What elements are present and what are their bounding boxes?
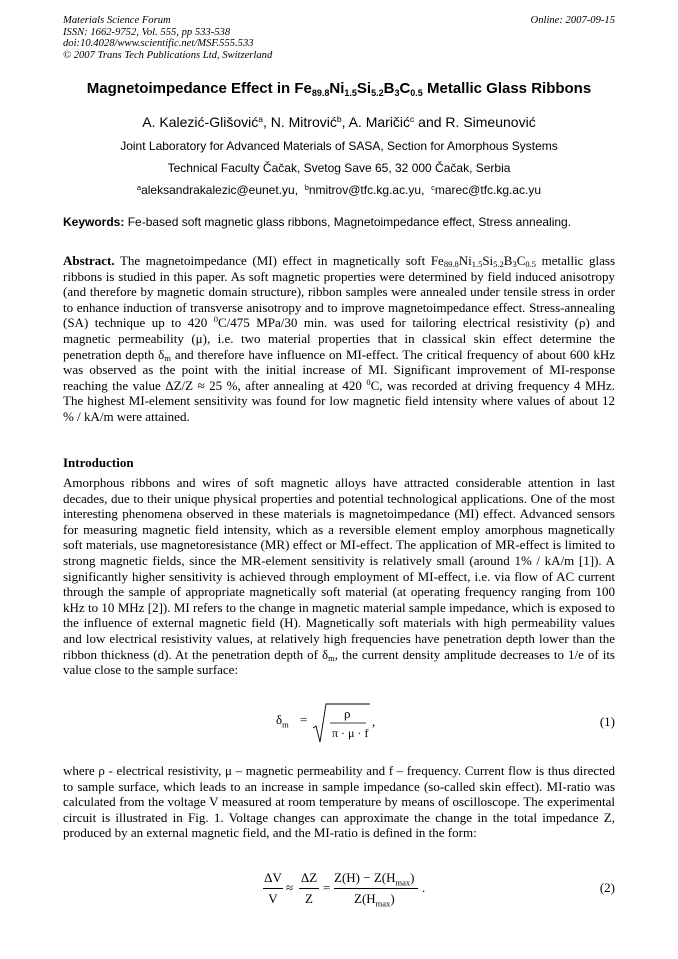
- eq2-bar-2: [299, 888, 319, 889]
- author-2: , N. Mitrović: [262, 114, 337, 130]
- equation-1: [262, 702, 382, 746]
- eq1-delta: δ: [276, 712, 283, 727]
- eq2-z: Z: [305, 891, 313, 906]
- author-3: , A. Maričić: [341, 114, 411, 130]
- abstract-text: The magnetoimpedance (MI) effect in magnetically soft Fe: [114, 253, 444, 268]
- abstract-sup: 0: [366, 376, 371, 387]
- email-2-link[interactable]: nmitrov@tfc.kg.ac.yu,: [308, 183, 425, 197]
- abstract-text: metallic glass ribbons is studied in this paper. As soft magnetic properties were determined by field induced anisotropy (and therefore by magnetic domain structure), ribbon samples were annealed under tensile stress in order to enhance induction of transverse anisotropy and to improve magnetoimpedance effect. Stress-annealing (SA) technique up to 420: [63, 253, 616, 331]
- title-fe-sub: 89.8: [311, 88, 330, 98]
- email-1-link[interactable]: aleksandrakalezic@eunet.yu,: [141, 183, 299, 197]
- journal-name: Materials Science Forum: [63, 15, 171, 26]
- eq2-bar-3: [334, 888, 418, 889]
- title-si-sub: 5.2: [371, 88, 384, 98]
- title-ni-sub: 1.5: [344, 88, 357, 98]
- abstract-sub: 89.8: [443, 259, 459, 269]
- equation-2-number: (2): [599, 880, 615, 895]
- affiliation-line-1: Joint Laboratory for Advanced Materials of SASA, Section for Amorphous Systems: [120, 139, 558, 153]
- abstract-text: Si: [482, 253, 494, 268]
- title-si: Si: [356, 80, 372, 97]
- online-date: Online: 2007-09-15: [530, 15, 615, 26]
- eq1-denominator: π · μ · f: [332, 726, 369, 740]
- abstract-text: and therefore have influence on MI-effect. The critical frequency of about 600 kHz was observed as the point with the initial increase of MI. Significant improvement of MI-response reaching the value ΔZ/Z ≈ 25 %, after annealing at 420: [63, 346, 615, 393]
- abstract-text: C, was recorded at driving frequency 4 MHz. The highest MI-element sensitivity was found for low magnetic field intensity where values of about 12 % / kA/m were attained.: [63, 377, 615, 424]
- abstract-text: C/475 MPa/30 min. was used for tailoring electrical resistivity (ρ) and magnetic permeability (μ), i.e. two material properties that in classical skin effect determine the penetration depth δ: [63, 315, 616, 362]
- intro-paragraph-2: where ρ - electrical resistivity, μ – magnetic permeability and f – frequency. Current flow is thus directed to sample surface, which leads to an increase in sample impedance (so-called skin effect). MI-ratio was calculated from the voltage V measured at room temperature by means of oscilloscope. The experimental circuit is illustrated in Fig. 1. Voltage changes can approximate the change in the total impedance Z, produced by an external magnetic field, and the MI-ratio is defined in the form:: [63, 763, 615, 841]
- abstract-sub: 0.5: [525, 259, 537, 269]
- email-1-mark: a: [136, 183, 142, 192]
- keywords-text: Fe-based soft magnetic glass ribbons, Magnetoimpedance effect, Stress annealing.: [124, 215, 572, 229]
- author-2-mark: b: [336, 114, 342, 124]
- eq2-bar-1: [263, 888, 283, 889]
- keywords: [63, 215, 615, 229]
- eq2-den-close: ): [390, 891, 395, 906]
- author-1: A. Kalezić-Glišović: [142, 114, 259, 130]
- email-line: [63, 183, 615, 197]
- abstract: [63, 253, 615, 425]
- abstract-text: C: [516, 253, 526, 268]
- eq2-dz: ΔZ: [300, 870, 318, 885]
- abstract-sub: 1.5: [471, 259, 483, 269]
- equation-1-number: (1): [599, 714, 615, 729]
- title-b: B: [383, 80, 395, 97]
- eq2-dv: ΔV: [264, 870, 282, 885]
- title-ni: Ni: [329, 80, 345, 97]
- eq1-equals: =: [300, 712, 308, 727]
- title-c: C: [399, 80, 411, 97]
- keywords-label: Keywords:: [63, 215, 125, 229]
- equation-2: [262, 868, 442, 912]
- eq2-den-text: Z(H: [354, 891, 376, 906]
- author-4: and R. Simeunović: [414, 114, 536, 130]
- intro-sub: m: [328, 652, 335, 663]
- eq1-delta-sub: m: [282, 719, 289, 730]
- intro-text: , the current density amplitude decreases to 1/e of its value close to the sample surface:: [63, 646, 615, 678]
- email-3-mark: c: [431, 183, 435, 192]
- author-1-mark: a: [258, 114, 263, 124]
- eq2-period: .: [422, 880, 426, 895]
- abstract-sup: 0: [213, 314, 218, 325]
- eq1-numerator: ρ: [344, 706, 351, 721]
- issn-line: ISSN: 1662-9752, Vol. 555, pp 533-538: [63, 26, 231, 38]
- title-b-sub: 3: [394, 88, 400, 98]
- eq2-num-close: ): [410, 870, 415, 885]
- eq2-denominator: [354, 891, 395, 909]
- paper-title: [63, 80, 615, 98]
- title-c-sub: 0.5: [410, 88, 423, 98]
- eq2-num-sub: max: [395, 877, 411, 888]
- doi-link[interactable]: doi:10.4028/www.scientific.net/MSF.555.533: [63, 38, 254, 49]
- abstract-sub: m: [164, 352, 171, 363]
- eq2-equals: =: [323, 880, 331, 895]
- eq2-numerator: [334, 870, 414, 888]
- intro-paragraph-1: [63, 475, 615, 678]
- abstract-text: Ni: [458, 253, 472, 268]
- author-3-mark: c: [410, 114, 415, 124]
- title-fe: Fe: [294, 80, 312, 97]
- eq1-lhs: [276, 712, 289, 730]
- eq2-num-text: Z(H) − Z(H: [334, 870, 396, 885]
- eq1-comma: ,: [372, 714, 376, 729]
- abstract-sub: 3: [512, 259, 517, 269]
- intro-text: Amorphous ribbons and wires of soft magnetic alloys have attracted considerable attention in last decades, due to their unique physical properties and potential technological applications. One of the most interesting phenomena observed in these materials is magnetoimpedance (MI) effect. Advanced sensors for measuring magnetic field intensity, which as a reversible element employ amorphous magnetically soft materials, use magnetoresistance (MR) effect or MI-effect. The application of MR-effect is limited to strong magnetic fields, since the MR-element sensitivity is relatively small (around 1% / kA/m [1]). A significantly higher sensitivity is achieved through employment of MI-effect, i.e. via flow of AC current through the sample of appropriate magnetically soft material (at operating frequency ranging from 100 kHz to 10 MHz [2]). MI refers to the change in magnetic material sample impedance, which is exposed to the influence of external magnetic field (H). Magnetically soft materials with high permeability values and low electrical resistivity values, at relatively high frequencies have penetration depth lower than the ribbon thickness (d). At the penetration depth of δ: [63, 475, 615, 662]
- author-list: [63, 114, 615, 130]
- eq2-den-sub: max: [375, 898, 391, 909]
- abstract-label: Abstract.: [63, 253, 115, 268]
- title-suffix: Metallic Glass Ribbons: [422, 80, 592, 97]
- section-heading: Introduction: [63, 455, 134, 470]
- affiliation-line-2: Technical Faculty Čačak, Svetog Save 65, 32 000 Čačak, Serbia: [167, 161, 511, 175]
- eq2-v: V: [268, 891, 278, 906]
- journal-header: [63, 15, 615, 61]
- abstract-sub: 5.2: [493, 259, 504, 269]
- email-2-mark: b: [304, 183, 309, 192]
- copyright-line: © 2007 Trans Tech Publications Ltd, Switzerland: [63, 49, 273, 61]
- email-3-link[interactable]: marec@tfc.kg.ac.yu: [434, 183, 542, 197]
- abstract-text: B: [503, 253, 513, 268]
- title-prefix: Magnetoimpedance Effect in: [86, 80, 295, 97]
- eq2-approx: ≈: [286, 880, 294, 895]
